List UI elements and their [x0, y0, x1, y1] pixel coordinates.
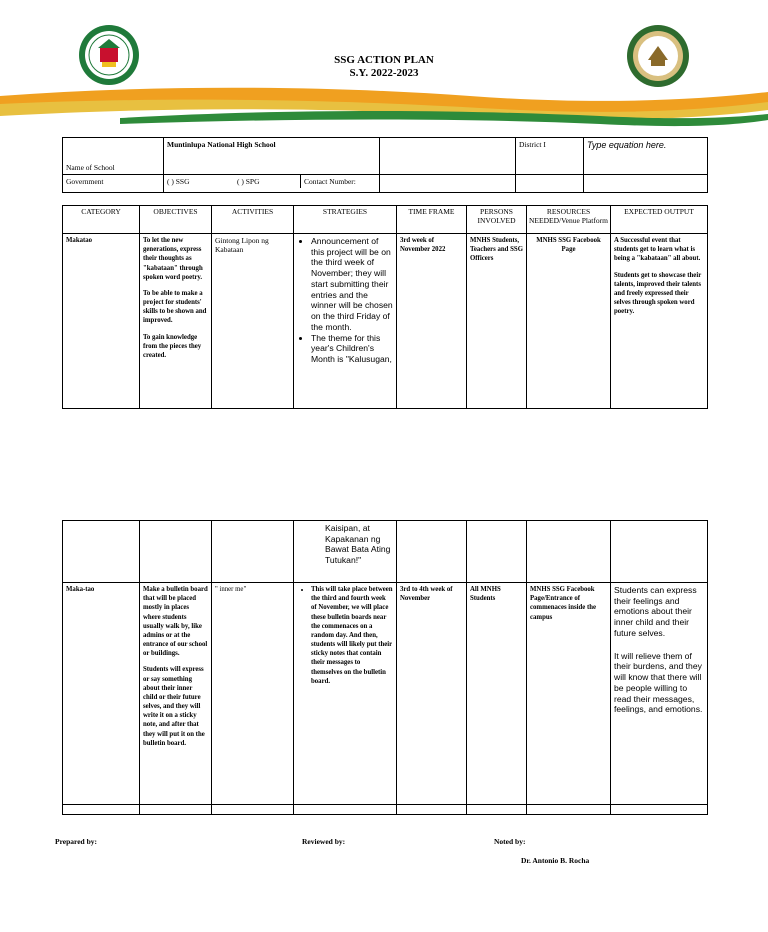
output-text: Students get to showcase their talents, improved their talents and freely expressed their selves through spoken word poetry. — [614, 271, 702, 316]
blank-cell — [380, 175, 516, 193]
column-header: PERSONS INVOLVED — [467, 206, 527, 234]
output-text: It will relieve them of their burdens, and they will know that there will be people willing to read their messages, feelings, and emotions. — [614, 650, 703, 715]
blank-cell — [397, 521, 467, 583]
blank-cell — [63, 521, 140, 583]
district-label: District I — [516, 138, 584, 175]
strategy-item: • Announcement of this project will be on the third week of November; they will start submitting their entries and the winner will be chosen on the third Friday of the month. — [311, 236, 393, 333]
objective-text: Make a bulletin board that will be placed mostly in places where students usually walk by, like admins or at the entrance of our school or buildings. — [143, 586, 208, 658]
blank-cell — [212, 521, 294, 583]
government-options-cell — [164, 175, 380, 193]
reviewed-by-label: Reviewed by: — [302, 837, 346, 846]
output-cell — [611, 234, 708, 409]
column-header: CATEGORY — [63, 206, 140, 234]
blank-cell — [516, 175, 584, 193]
action-plan-table — [62, 205, 708, 409]
strategies-cell — [294, 234, 397, 409]
category-cell: Maka-tao — [63, 583, 140, 805]
blank-cell — [140, 521, 212, 583]
persons-cell: All MNHS Students — [467, 583, 527, 805]
blank-cell — [584, 175, 708, 193]
blank-cell — [527, 521, 611, 583]
noted-by-label: Noted by: — [494, 837, 526, 846]
objective-text: To be able to make a project for students' skills to be shown and improved. — [143, 289, 207, 325]
strategy-continuation: Kaisipan, at Kapakanan ng Bawat Bata Ating Tutukan!" — [294, 521, 397, 583]
header-swoosh-banner — [0, 82, 768, 130]
blank-cell — [380, 138, 516, 175]
table-header-row — [63, 206, 708, 234]
resources-cell: MNHS SSG Facebook Page — [527, 234, 611, 409]
table-row — [63, 583, 708, 805]
school-name-label: Name of School — [63, 138, 164, 175]
table-row — [63, 805, 708, 815]
column-header: EXPECTED OUTPUT — [611, 206, 708, 234]
school-info-table — [62, 137, 708, 193]
blank-cell — [611, 521, 708, 583]
government-label: Government — [63, 175, 164, 193]
category-cell: Makatao — [63, 234, 140, 409]
table-row — [63, 234, 708, 409]
objectives-cell — [140, 234, 212, 409]
time-frame-cell: 3rd to 4th week of November — [397, 583, 467, 805]
noted-by-name: Dr. Antonio B. Rocha — [521, 856, 590, 865]
persons-cell: MNHS Students, Teachers and SSG Officers — [467, 234, 527, 409]
column-header: ACTIVITIES — [212, 206, 294, 234]
activities-cell: " inner me" — [212, 583, 294, 805]
prepared-by-label: Prepared by: — [55, 837, 98, 846]
objective-text: To gain knowledge from the pieces they created. — [143, 333, 202, 359]
blank-cell — [467, 521, 527, 583]
strategies-cell — [294, 583, 397, 805]
column-header: OBJECTIVES — [140, 206, 212, 234]
column-header: RESOURCES NEEDED/Venue Platform — [527, 206, 611, 234]
objectives-cell — [140, 583, 212, 805]
activities-cell: Gintong Lipon ng Kabataan — [212, 234, 294, 409]
equation-placeholder: Type equation here. — [584, 138, 708, 175]
column-header: TIME FRAME — [397, 206, 467, 234]
objective-text: Students will express or say something about their inner child or their future selves, and they will write it on a sticky note, and after that they will put it on the bulletin board. — [143, 666, 205, 747]
page-title: SSG ACTION PLAN — [334, 54, 434, 66]
strategy-item: • The theme for this year's Children's Month is "Kalusugan, — [311, 333, 393, 365]
output-cell — [611, 583, 708, 805]
contact-label: Contact Number: — [300, 175, 379, 188]
strategy-item: • This will take place between the third and fourth week of November, we will place these bulletin boards near the commenaces on a random day. And then, students will likely put their sticky notes that contain their messages to themselves on the bulletin board. — [311, 585, 393, 686]
objective-text: To let the new generations, express their thoughts as "kabataan" through spoken word poetry. — [143, 237, 203, 281]
output-text: Students can express their feelings and emotions about their inner child and their future selves. — [614, 585, 697, 638]
spg-option[interactable]: ( ) SPG — [237, 177, 260, 186]
column-header: STRATEGIES — [294, 206, 397, 234]
ssg-option[interactable]: ( ) SSG — [167, 177, 190, 186]
school-year: S.Y. 2022-2023 — [349, 67, 419, 79]
action-plan-table-continued — [62, 520, 708, 815]
resources-cell: MNHS SSG Facebook Page/Entrance of commenaces inside the campus — [527, 583, 611, 805]
table-row — [63, 521, 708, 583]
time-frame-cell: 3rd week of November 2022 — [397, 234, 467, 409]
school-name-value: Muntinlupa National High School — [164, 138, 380, 175]
output-text: A Successful event that students get to learn what is being a "kabataan" all about. — [614, 237, 701, 263]
